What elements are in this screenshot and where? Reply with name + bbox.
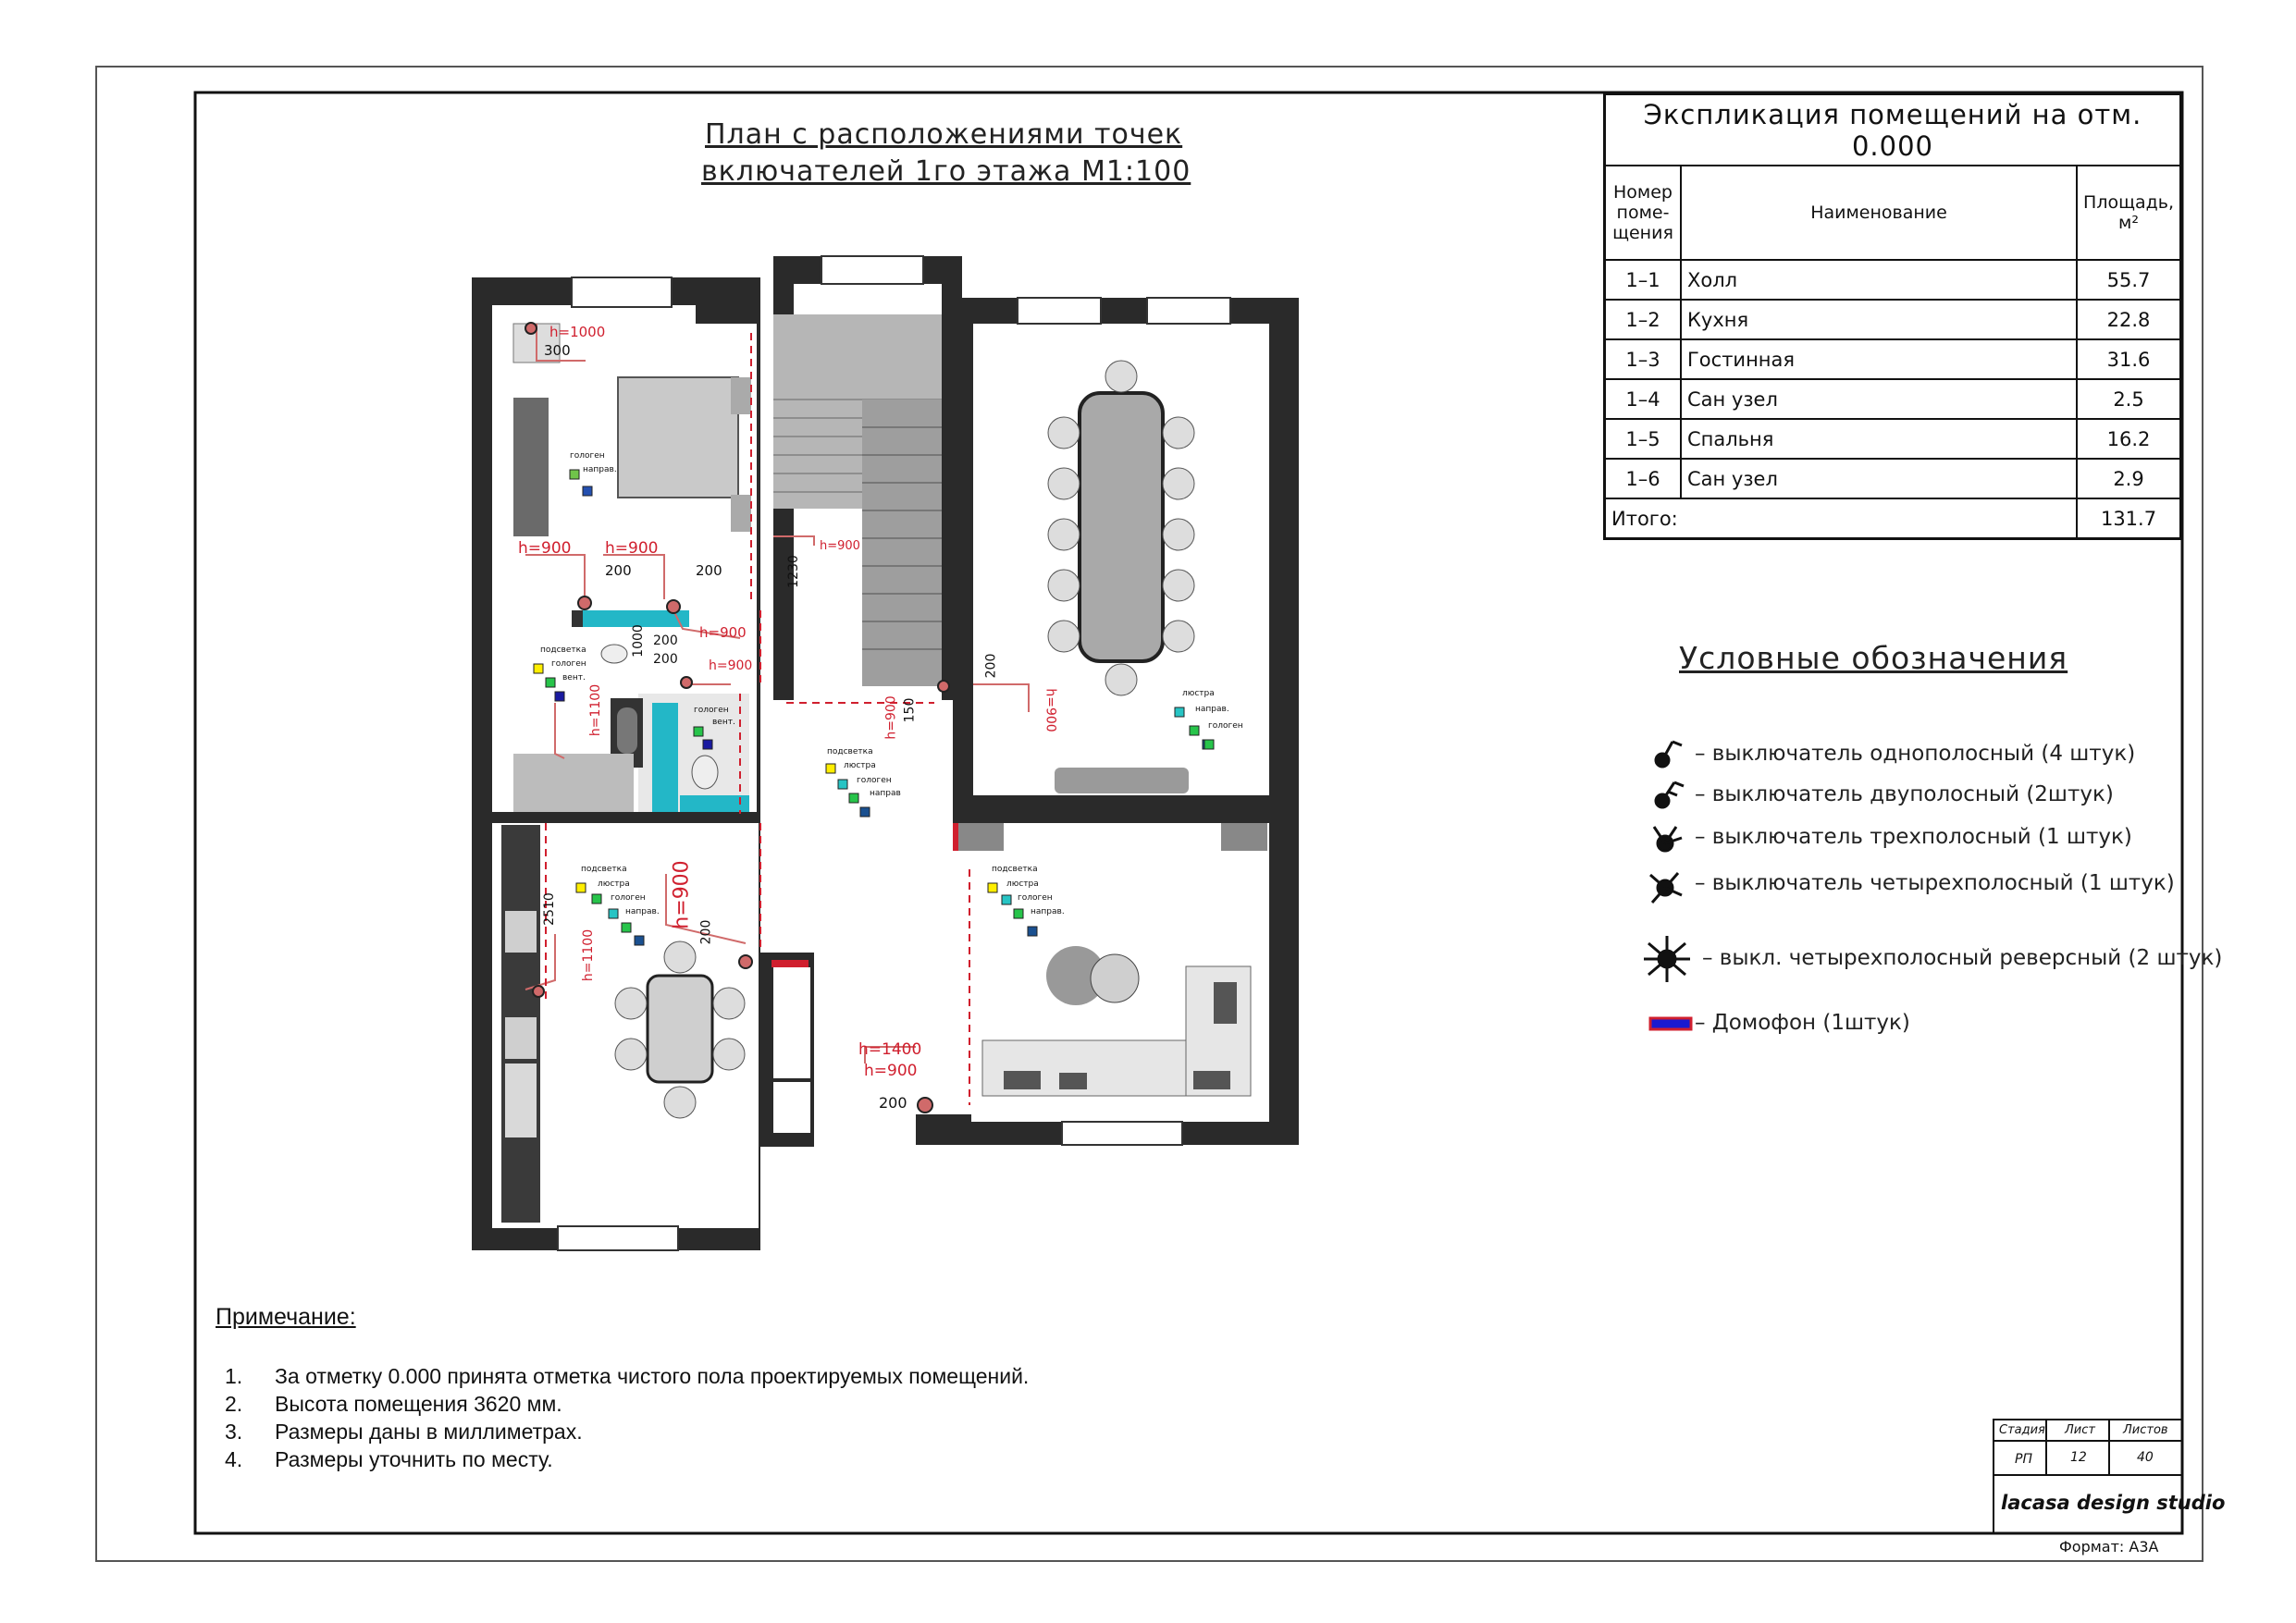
plan-label: 2510	[541, 892, 557, 926]
note-number: 4.	[225, 1447, 243, 1471]
note-text: Размеры уточнить по месту.	[275, 1447, 553, 1471]
stamp-sheets: 40	[2137, 1450, 2154, 1465]
note-text: Высота помещения 3620 мм.	[275, 1392, 562, 1416]
total-row	[1605, 498, 2181, 539]
plan-label: вент.	[712, 718, 735, 727]
room-number: 1–6	[1605, 459, 1682, 498]
room-name: Кухня	[1681, 300, 2077, 339]
plan-label: гологен	[857, 776, 892, 785]
room-number: 1–5	[1605, 419, 1682, 459]
plan-label: 200	[698, 919, 714, 945]
plan-label: 200	[696, 562, 722, 579]
plan-title-line2: включателей 1го этажа М1:100	[701, 155, 1191, 188]
room-area: 16.2	[2077, 419, 2180, 459]
table-row	[1605, 300, 2181, 339]
plan-label: люстра	[1006, 879, 1039, 889]
table-row	[1605, 459, 2181, 498]
table-row	[1605, 419, 2181, 459]
stamp-stage-header: Стадия	[1999, 1423, 2045, 1437]
legend-item: – выключатель трехполосный (1 штук)	[1695, 825, 2132, 849]
room-area: 2.5	[2077, 379, 2180, 419]
plan-label: h=900	[699, 624, 747, 641]
stamp-sheet-header: Лист	[2065, 1423, 2095, 1437]
room-name: Холл	[1681, 260, 2077, 300]
switch-single-icon	[1656, 742, 1682, 767]
plan-label: гологен	[694, 706, 729, 715]
legend-item: – Домофон (1штук)	[1695, 1011, 1910, 1035]
note-text: Размеры даны в миллиметрах.	[275, 1420, 583, 1444]
notes-heading: Примечание:	[216, 1304, 356, 1330]
explication-caption: Экспликация помещений на отм. 0.000	[1605, 94, 2181, 166]
switch-double-icon	[1656, 782, 1684, 807]
plan-label: 1000	[630, 624, 646, 658]
legend-icons	[1644, 742, 1691, 1029]
room-name: Сан узел	[1681, 459, 2077, 498]
room-area: 55.7	[2077, 260, 2180, 300]
plan-label: подсветка	[827, 747, 873, 756]
plan-label: h=1100	[581, 928, 597, 982]
plan-label: 150	[902, 697, 918, 723]
sheet-format: Формат: А3А	[2059, 1538, 2159, 1555]
plan-label: подсветка	[540, 646, 586, 655]
plan-label: h=900	[883, 695, 899, 740]
legend-title: Условные обозначения	[1679, 640, 2068, 676]
legend-item: – выключатель четырехполосный (1 штук)	[1695, 871, 2175, 895]
table-row	[1605, 379, 2181, 419]
room-area: 22.8	[2077, 300, 2180, 339]
plan-label: h=900	[670, 860, 694, 929]
plan-label: люстра	[598, 879, 630, 889]
room-area: 31.6	[2077, 339, 2180, 379]
switch-quad-icon	[1650, 873, 1682, 903]
room-name: Сан узел	[1681, 379, 2077, 419]
plan-label: h=1100	[588, 683, 604, 737]
plan-label: 200	[879, 1094, 907, 1112]
total-value: 131.7	[2077, 498, 2180, 539]
note-number: 3.	[225, 1420, 243, 1444]
room-number: 1–1	[1605, 260, 1682, 300]
plan-label: 200	[653, 633, 678, 648]
col-number-header: Номер поме- щения	[1605, 166, 1682, 260]
plan-label: 1230	[785, 555, 801, 588]
plan-label: направ.	[625, 907, 660, 916]
plan-label: направ	[870, 789, 901, 798]
plan-label: h=900	[605, 539, 659, 558]
plan-label: гологен	[1018, 893, 1053, 903]
room-number: 1–4	[1605, 379, 1682, 419]
room-number: 1–3	[1605, 339, 1682, 379]
plan-label: вент.	[562, 673, 586, 682]
col-name-header: Наименование	[1681, 166, 2077, 260]
room-area: 2.9	[2077, 459, 2180, 498]
plan-label: подсветка	[992, 865, 1038, 874]
plan-label: h=1000	[549, 324, 606, 340]
plan-label: люстра	[844, 761, 876, 770]
room-name: Гостинная	[1681, 339, 2077, 379]
studio-name: lacasa design studio	[2001, 1492, 2226, 1514]
switch-triple-icon	[1654, 827, 1682, 851]
plan-label: 200	[605, 562, 632, 579]
legend-item: – выключатель однополосный (4 штук)	[1695, 742, 2136, 766]
plan-label: h=900	[820, 539, 860, 553]
stamp-stage: РП	[2015, 1452, 2032, 1467]
plan-label: h=900	[864, 1062, 918, 1080]
intercom-icon	[1650, 1018, 1691, 1029]
plan-label: направ.	[1031, 907, 1065, 916]
stamp-sheet: 12	[2070, 1450, 2087, 1465]
plan-label: гологен	[1208, 721, 1243, 731]
explication-table	[1603, 92, 2182, 540]
table-row	[1605, 339, 2181, 379]
room-number: 1–2	[1605, 300, 1682, 339]
col-area-header: Площадь, м²	[2077, 166, 2180, 260]
legend-item: – выключатель двуполосный (2штук)	[1695, 782, 2114, 806]
plan-label: 300	[544, 342, 571, 359]
legend-item: – выкл. четырехполосный реверсный (2 штук)	[1702, 946, 2223, 970]
plan-label: h=900	[1043, 688, 1058, 732]
switch-quad-reverse-icon	[1644, 936, 1690, 982]
total-label: Итого:	[1605, 498, 2078, 539]
table-row	[1605, 260, 2181, 300]
room-name: Спальня	[1681, 419, 2077, 459]
note-number: 2.	[225, 1392, 243, 1416]
plan-label: 200	[653, 652, 678, 667]
plan-label: направ.	[583, 465, 617, 474]
stamp-sheets-header: Листов	[2123, 1423, 2168, 1437]
note-number: 1.	[225, 1364, 243, 1388]
plan-title-line1: План с расположениями точек	[705, 118, 1183, 151]
note-text: За отметку 0.000 принята отметка чистого пола проектируемых помещений.	[275, 1364, 1030, 1388]
plan-label: h=900	[709, 658, 753, 673]
plan-label: h=900	[518, 539, 572, 558]
plan-label: h=1400	[858, 1040, 922, 1059]
plan-label: 200	[983, 653, 999, 679]
plan-label: направ.	[1195, 705, 1229, 714]
plan-label: люстра	[1182, 689, 1215, 698]
plan-label: гологен	[611, 893, 646, 903]
plan-label: подсветка	[581, 865, 627, 874]
plan-label: гологен	[551, 659, 586, 669]
plan-label: гологен	[570, 451, 605, 461]
